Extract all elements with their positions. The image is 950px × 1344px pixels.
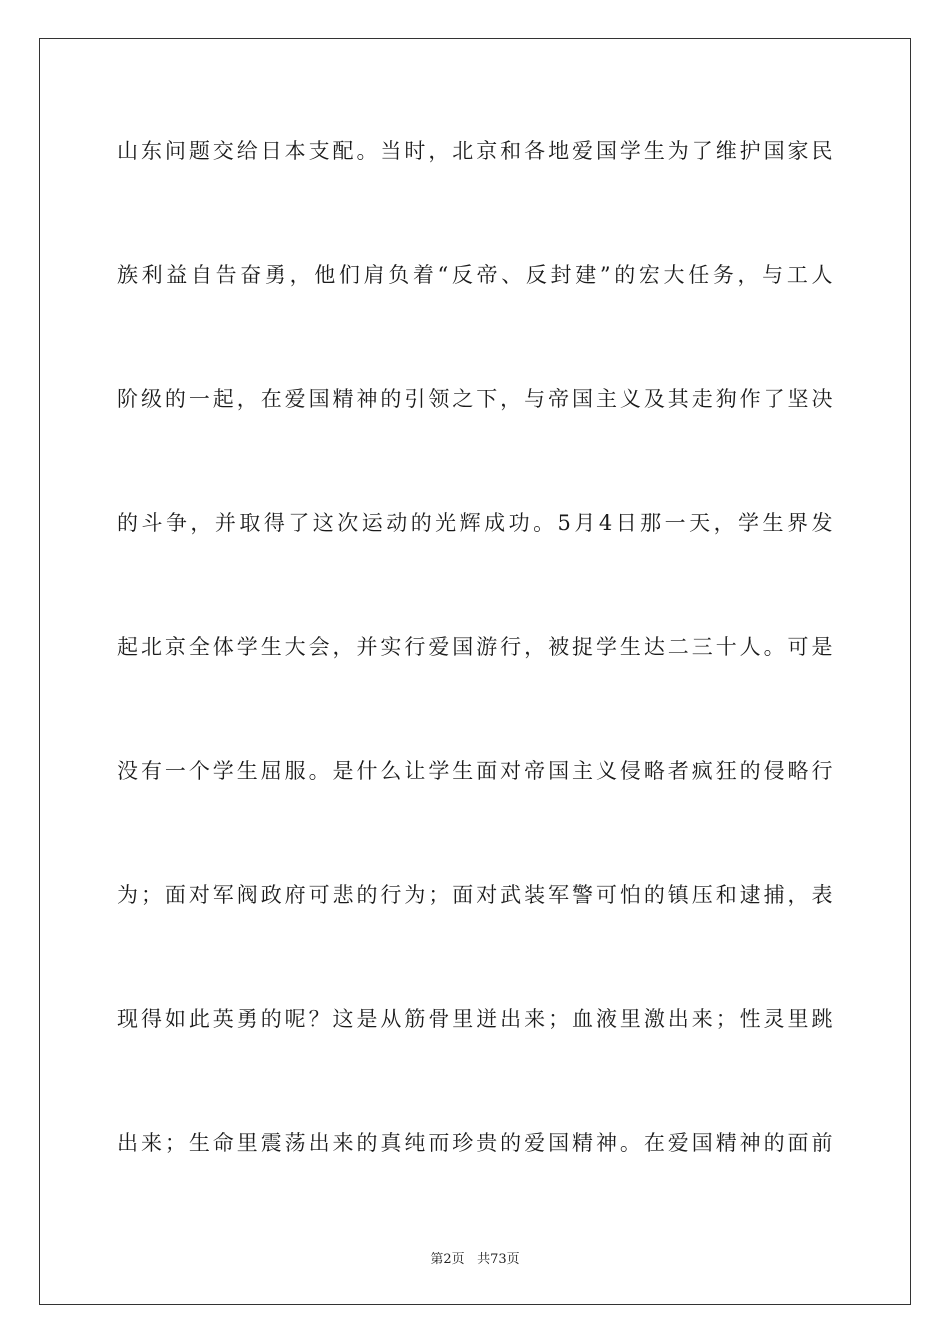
text-line: 族利益自告奋勇，他们肩负着“反帝、反封建”的宏大任务，与工人 [117, 263, 833, 287]
text-line: 没有一个学生屈服。是什么让学生面对帝国主义侵略者疯狂的侵略行 [117, 759, 833, 783]
text-line: 为；面对军阀政府可悲的行为；面对武装军警可怕的镇压和逮捕，表 [117, 883, 833, 907]
text-line: 阶级的一起，在爱国精神的引领之下，与帝国主义及其走狗作了坚决 [117, 387, 833, 411]
page-footer [0, 1248, 950, 1267]
document-body [117, 129, 833, 1245]
text-line: 起北京全体学生大会，并实行爱国游行，被捉学生达二三十人。可是 [117, 635, 833, 659]
text-line: 出来；生命里震荡出来的真纯而珍贵的爱国精神。在爱国精神的面前 [117, 1131, 833, 1155]
text-line: 山东问题交给日本支配。当时，北京和各地爱国学生为了维护国家民 [117, 139, 833, 163]
text-line: 现得如此英勇的呢？这是从筋骨里迸出来；血液里激出来；性灵里跳 [117, 1007, 833, 1031]
page-number: 第2页 [430, 1252, 465, 1267]
page-total: 共73页 [477, 1252, 520, 1267]
text-line: 的斗争，并取得了这次运动的光辉成功。5月4日那一天，学生界发 [117, 511, 833, 535]
